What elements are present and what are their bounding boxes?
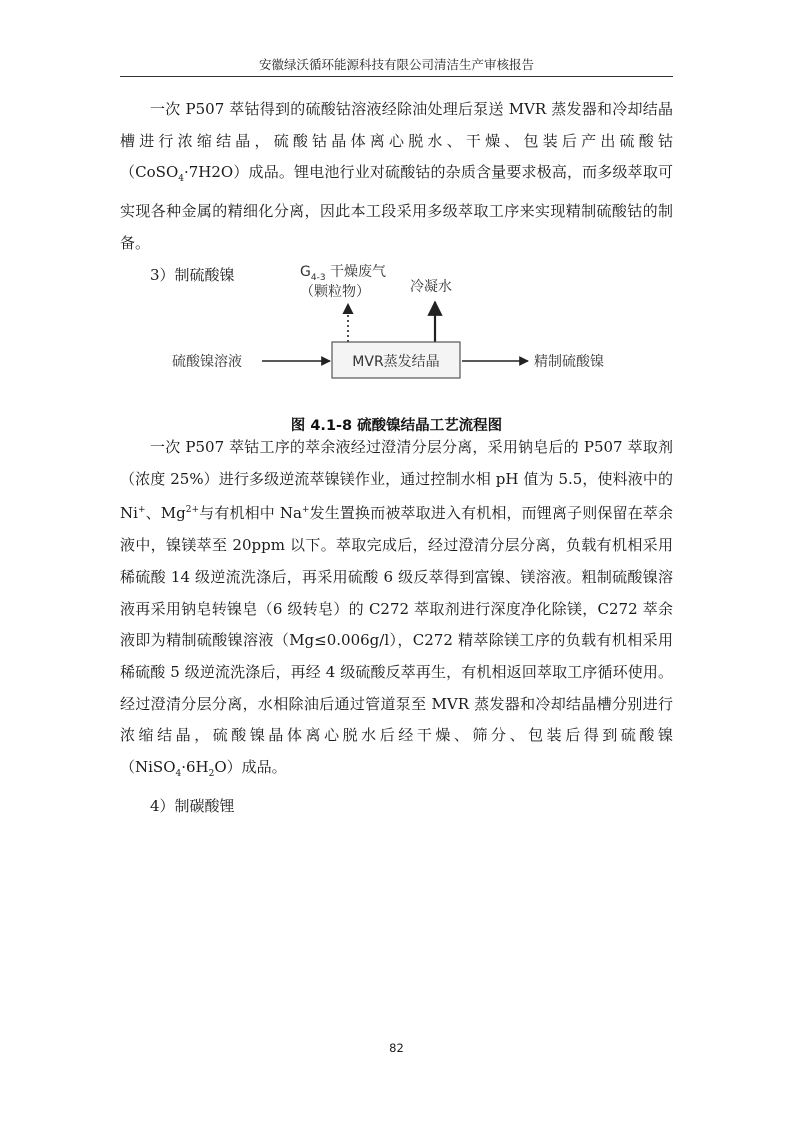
gas-label: $G_{4-3}$ 干燥废气 <box>300 264 387 283</box>
output-label: 精制硫酸镍 <box>534 354 604 370</box>
input-label: 硫酸镍溶液 <box>172 354 242 370</box>
water-label: 冷凝水 <box>410 279 452 295</box>
page-number: 82 <box>389 1041 404 1055</box>
heading-lithium-carbonate: 4）制碳酸锂 <box>150 796 235 815</box>
header-divider <box>120 76 673 77</box>
gas-label-line2: （颗粒物） <box>300 284 370 300</box>
figure-caption: 图 4.1-8 硫酸镍结晶工艺流程图 <box>290 418 503 434</box>
paragraph-cobalt-sulfate: 一次 P507 萃钴得到的硫酸钴溶液经除油处理后泵送 MVR 蒸发器和冷却结晶槽进行浓缩结晶，硫酸钴晶体离心脱水、干燥、包装后产出硫酸钴（CoSO$_4$·7H2O）成品。锂电池行业对硫酸钴的杂质含量要求极高，而多级萃取可实现各种金属的精细化分离，因此本工段采用多级萃取工序来实现精制硫酸钴的制备。 <box>120 100 673 252</box>
page-header: 安徽绿沃循环能源科技有限公司清洁生产审核报告 <box>258 57 534 72</box>
heading-nickel-sulfate: 3）制硫酸镍 <box>150 265 235 284</box>
section-lower <box>120 432 673 822</box>
flow-diagram <box>160 258 640 398</box>
paragraph-nickel-process: 一次 P507 萃钴工序的萃余液经过澄清分层分离，采用钠皂后的 P507 萃取剂（浓度 25%）进行多级逆流萃镍镁作业，通过控制水相 pH 值为 5.5，使料液中的 Ni+、$Mg^{2+}$与有机相中 Na+发生置换而被萃取进入有机相，而锂离子则保留在萃余液中，镍镁萃至 20ppm 以下。萃取完成后，经过澄清分层分离，负载有机相采用稀硫酸 14 级逆流洗涤后，再采用硫酸 6 级反萃得到富镍、镁溶液。粗制硫酸镍溶液再采用钠皂转镍皂（6 级转皂）的 C272 萃取剂进行深度净化除镁，C272 萃余液即为精制硫酸镍溶液（Mg≤0.006g/l），C272 精萃除镁工序的负载有机相采用稀硫酸 5 级逆流洗涤后，再经 4 级硫酸反萃再生，有机相返回萃取工序循环使用。经过澄清分层分离，水相除油后通过管道泵至 MVR 蒸发器和冷却结晶槽分别进行浓缩结晶，硫酸镍晶体离心脱水后经干燥、筛分、包装后得到硫酸镍$(NiSO_4\cdot 6H_2O)$成品。 <box>120 438 673 780</box>
process-label: MVR蒸发结晶 <box>352 354 440 370</box>
